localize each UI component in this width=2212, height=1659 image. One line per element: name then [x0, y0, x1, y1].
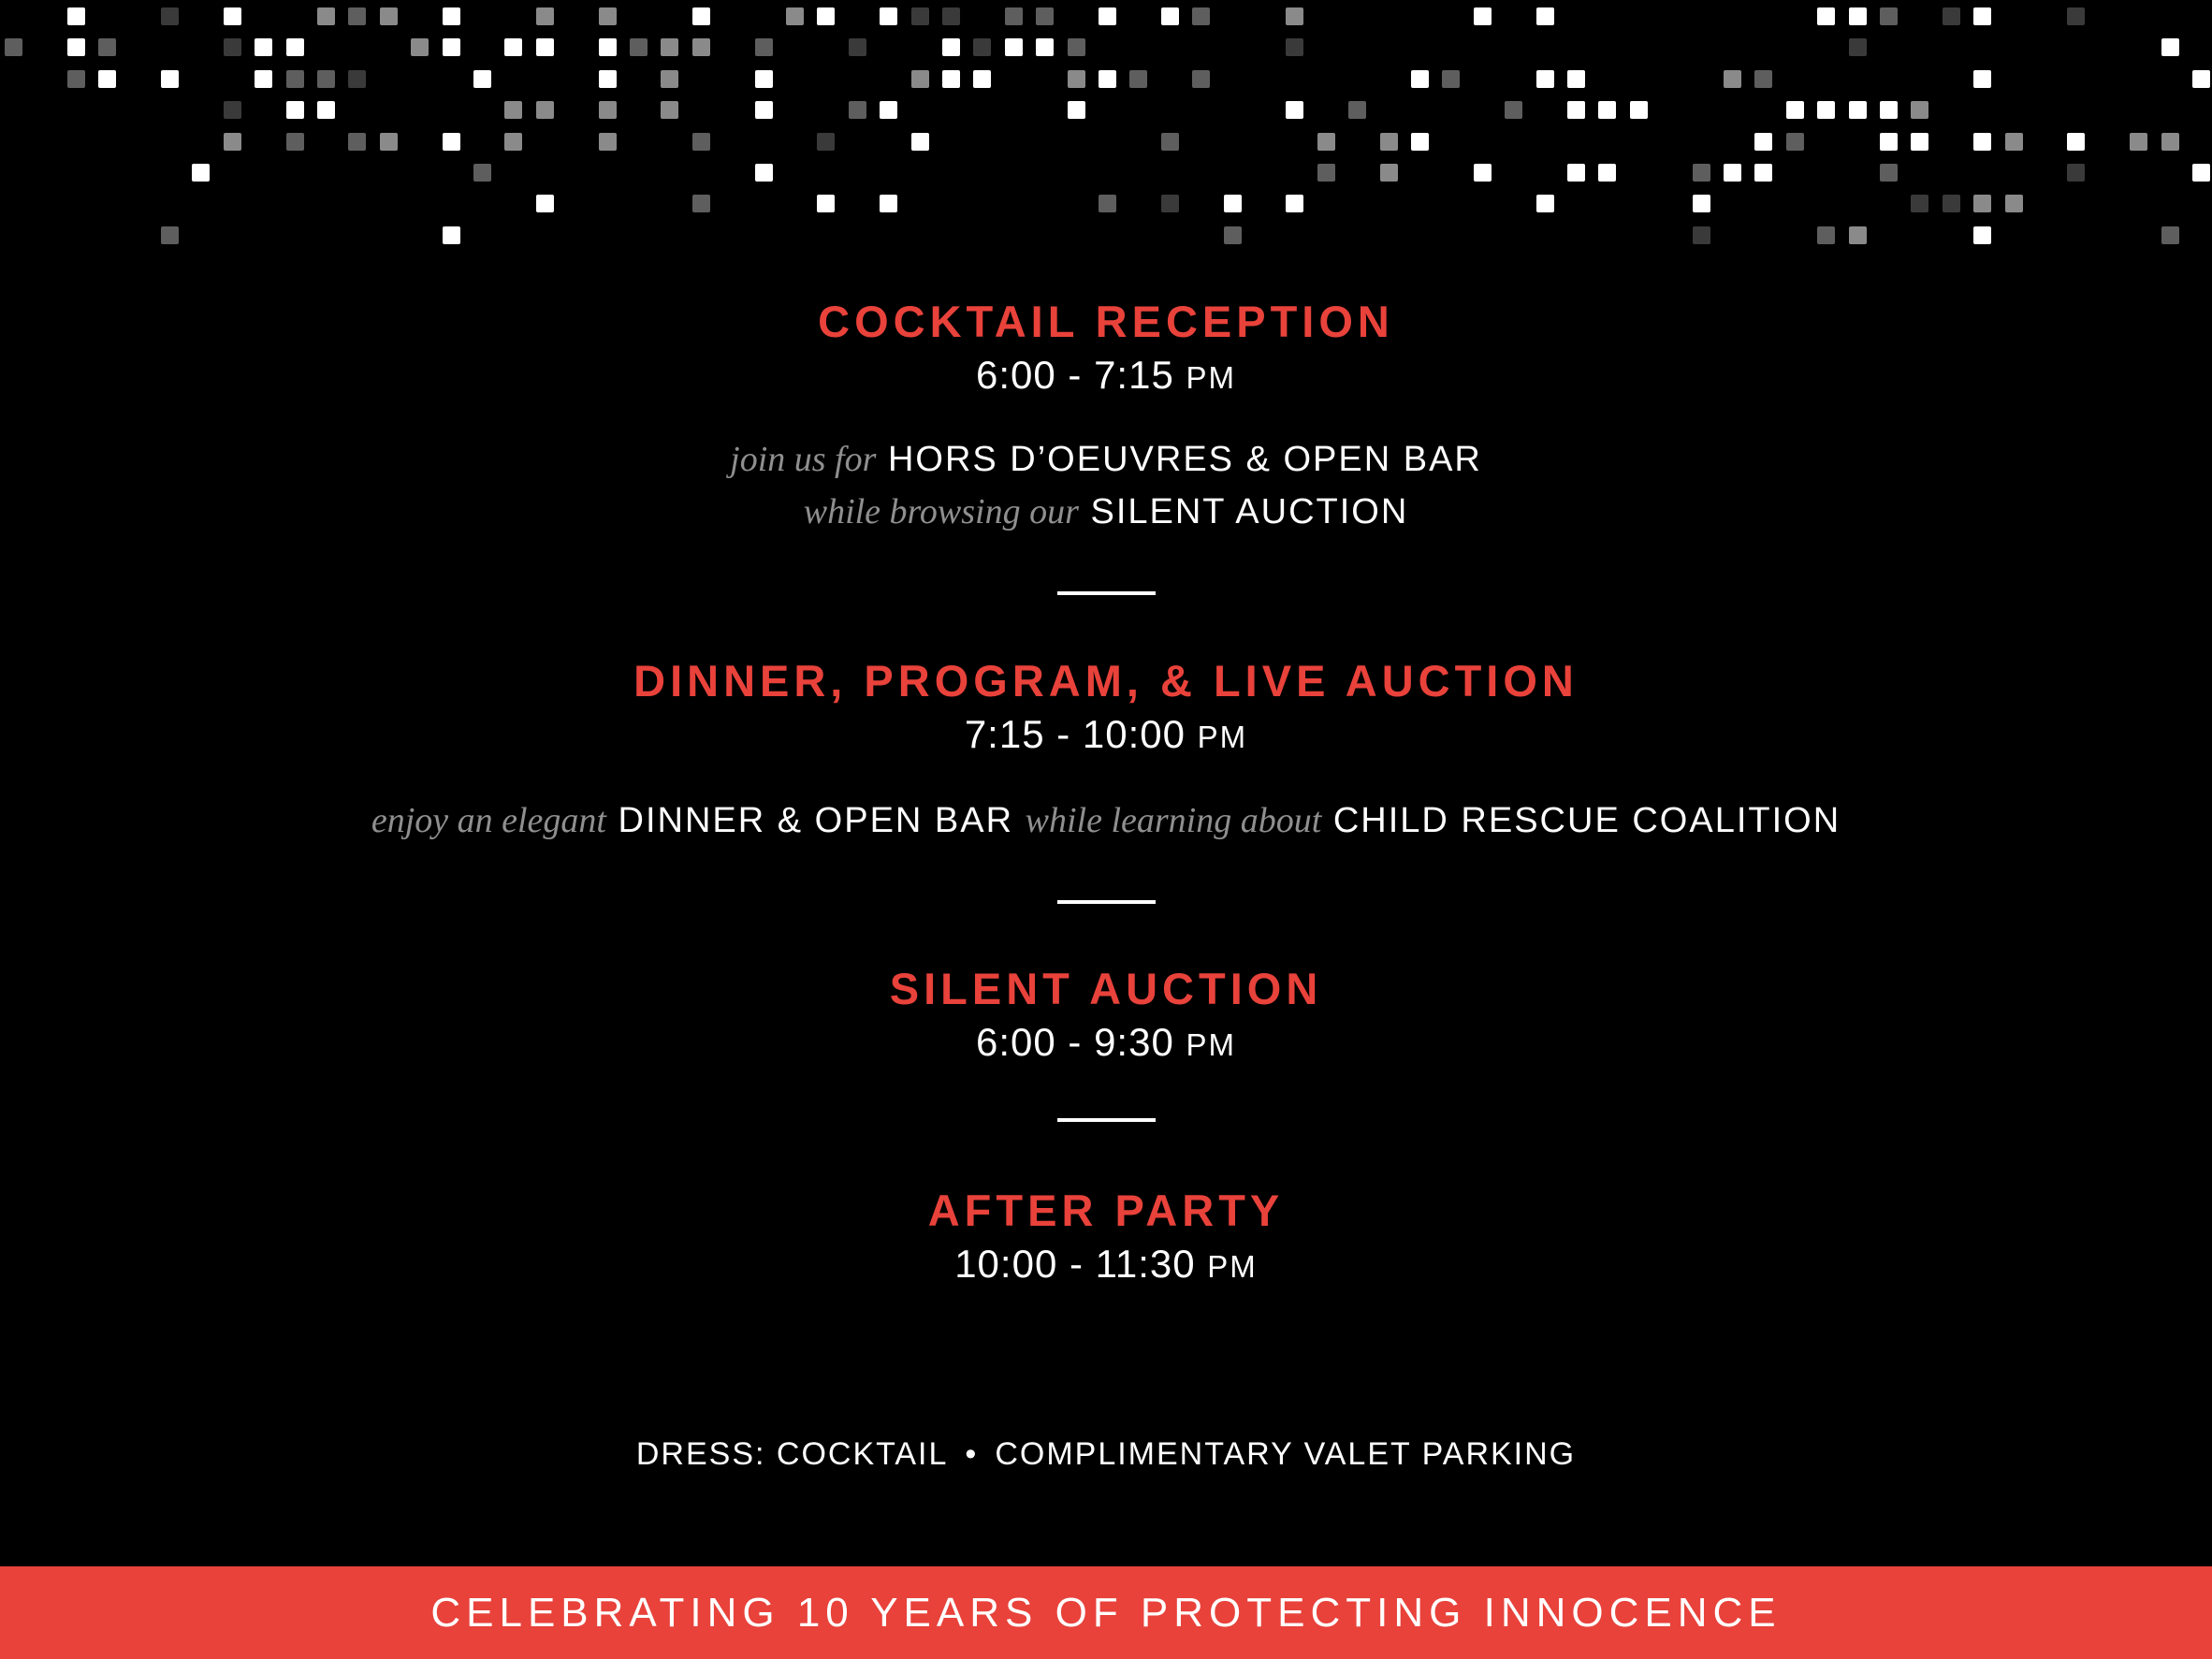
pixel-square	[755, 164, 773, 182]
pixel-square	[224, 38, 241, 56]
pixel-square	[692, 133, 710, 151]
pixel-square	[161, 70, 179, 88]
pixel-square	[1036, 7, 1054, 25]
pixel-square	[1880, 164, 1898, 182]
pixel-square	[1567, 101, 1585, 119]
pixel-square	[286, 101, 304, 119]
pixel-square	[1317, 133, 1335, 151]
pixel-square	[1973, 195, 1991, 212]
pixel-square	[1161, 7, 1179, 25]
pixel-square	[1474, 7, 1492, 25]
script-text: while learning about	[1025, 801, 1322, 840]
pixel-square	[1286, 38, 1303, 56]
pixel-square	[1286, 7, 1303, 25]
divider-rule	[1057, 1118, 1156, 1122]
pixel-square	[1973, 226, 1991, 244]
pixel-square	[2161, 133, 2179, 151]
pixel-square	[348, 70, 366, 88]
script-text: join us for	[730, 440, 877, 479]
pixel-square	[224, 133, 241, 151]
pixel-square	[67, 7, 85, 25]
time-range: 7:15 - 10:00	[964, 712, 1186, 756]
description-text: DINNER & OPEN BAR	[618, 801, 1014, 840]
divider-rule	[1057, 900, 1156, 904]
pixel-square	[286, 70, 304, 88]
pixel-square	[817, 7, 835, 25]
pixel-square	[1693, 164, 1710, 182]
pixel-square	[1724, 164, 1741, 182]
pixel-square	[1005, 7, 1023, 25]
pixel-square	[5, 38, 22, 56]
pixel-square	[286, 38, 304, 56]
anniversary-banner: CELEBRATING 10 YEARS OF PROTECTING INNOCENCE	[0, 1566, 2212, 1659]
script-text: while browsing our	[803, 492, 1079, 531]
pixel-square	[317, 7, 335, 25]
pixel-square	[536, 7, 554, 25]
pixel-square	[1817, 7, 1835, 25]
pixel-square	[1286, 195, 1303, 212]
time-range: 6:00 - 9:30	[976, 1020, 1174, 1064]
pixel-square	[1754, 133, 1772, 151]
pixel-square	[473, 70, 491, 88]
decorative-pixel-pattern	[0, 0, 2212, 253]
pixel-square	[1505, 101, 1522, 119]
pixel-square	[599, 38, 617, 56]
pixel-square	[1567, 164, 1585, 182]
pixel-square	[911, 70, 929, 88]
pixel-square	[1880, 101, 1898, 119]
pixel-square	[599, 7, 617, 25]
pixel-square	[1068, 101, 1085, 119]
pixel-square	[1973, 70, 1991, 88]
pixel-square	[504, 133, 522, 151]
pixel-square	[1442, 70, 1460, 88]
pixel-square	[1129, 70, 1147, 88]
pixel-square	[536, 195, 554, 212]
pixel-square	[67, 38, 85, 56]
pixel-square	[317, 70, 335, 88]
description-text: SILENT AUCTION	[1090, 492, 1409, 531]
pixel-square	[1849, 101, 1867, 119]
pixel-square	[1192, 70, 1210, 88]
pixel-square	[2161, 226, 2179, 244]
pixel-square	[473, 164, 491, 182]
pixel-square	[1380, 164, 1398, 182]
pixel-square	[661, 70, 678, 88]
pixel-square	[1161, 133, 1179, 151]
pixel-square	[973, 70, 991, 88]
pixel-square	[255, 70, 272, 88]
script-text: enjoy an elegant	[371, 801, 606, 840]
pixel-square	[1380, 133, 1398, 151]
pixel-square	[1754, 70, 1772, 88]
pixel-square	[942, 38, 960, 56]
event-title-cocktail-reception: COCKTAIL RECEPTION	[818, 297, 1394, 346]
pixel-square	[755, 101, 773, 119]
pixel-square	[1005, 38, 1023, 56]
pixel-square	[817, 195, 835, 212]
pixel-square	[630, 38, 648, 56]
pixel-square	[1567, 70, 1585, 88]
pixel-square	[1224, 195, 1242, 212]
pixel-square	[692, 7, 710, 25]
pixel-square	[1754, 164, 1772, 182]
pixel-square	[942, 7, 960, 25]
pixel-square	[599, 70, 617, 88]
bullet-separator: •	[965, 1436, 979, 1472]
event-time-dinner-program-live-auction	[0, 712, 2212, 756]
pixel-square	[98, 70, 116, 88]
pixel-square	[443, 133, 460, 151]
pixel-square	[599, 101, 617, 119]
divider-rule	[1057, 591, 1156, 595]
pixel-square	[599, 133, 617, 151]
pixel-square	[849, 101, 866, 119]
pixel-square	[2005, 195, 2023, 212]
pixel-square	[1068, 38, 1085, 56]
event-info-line	[0, 1438, 2212, 1470]
pixel-square	[911, 7, 929, 25]
pixel-square	[1536, 7, 1554, 25]
pixel-square	[1224, 226, 1242, 244]
pixel-square	[1786, 133, 1804, 151]
pixel-square	[2067, 133, 2085, 151]
pixel-square	[1598, 101, 1616, 119]
time-ampm: PM	[1186, 1027, 1236, 1062]
event-title-after-party: AFTER PARTY	[927, 1186, 1285, 1235]
pixel-square	[161, 226, 179, 244]
pixel-square	[880, 101, 897, 119]
pixel-square	[98, 38, 116, 56]
pixel-square	[1348, 101, 1366, 119]
pixel-square	[1536, 195, 1554, 212]
pixel-square	[255, 38, 272, 56]
pixel-square	[1536, 70, 1554, 88]
pixel-square	[1036, 38, 1054, 56]
pixel-square	[192, 164, 210, 182]
pixel-square	[1817, 226, 1835, 244]
pixel-square	[504, 101, 522, 119]
pixel-square	[1099, 70, 1116, 88]
pixel-square	[1943, 7, 1960, 25]
pixel-square	[661, 101, 678, 119]
pixel-square	[161, 7, 179, 25]
pixel-square	[348, 7, 366, 25]
pixel-square	[411, 38, 429, 56]
pixel-square	[1943, 195, 1960, 212]
pixel-square	[755, 38, 773, 56]
pixel-square	[1598, 164, 1616, 182]
event-description-line	[0, 803, 2212, 838]
pixel-square	[286, 133, 304, 151]
pixel-square	[692, 38, 710, 56]
pixel-square	[1911, 195, 1928, 212]
pixel-square	[755, 70, 773, 88]
pixel-square	[1786, 101, 1804, 119]
pixel-square	[1880, 7, 1898, 25]
pixel-square	[1286, 101, 1303, 119]
pixel-square	[504, 38, 522, 56]
pixel-square	[2005, 133, 2023, 151]
time-ampm: PM	[1197, 720, 1248, 754]
pixel-square	[348, 133, 366, 151]
time-range: 10:00 - 11:30	[954, 1242, 1196, 1286]
pixel-square	[1973, 133, 1991, 151]
time-ampm: PM	[1186, 360, 1236, 395]
pixel-square	[1973, 7, 1991, 25]
pixel-square	[380, 7, 398, 25]
pixel-square	[536, 38, 554, 56]
dress-code: DRESS: COCKTAIL	[635, 1436, 949, 1472]
pixel-square	[2192, 70, 2210, 88]
pixel-square	[1817, 101, 1835, 119]
pixel-square	[942, 70, 960, 88]
event-time-after-party	[0, 1244, 2212, 1284]
description-text: HORS D’OEUVRES & OPEN BAR	[887, 440, 1482, 479]
pixel-square	[880, 195, 897, 212]
event-title-silent-auction: SILENT AUCTION	[889, 964, 1323, 1013]
description-text: CHILD RESCUE COALITION	[1332, 801, 1841, 840]
pixel-square	[67, 70, 85, 88]
pixel-square	[2067, 7, 2085, 25]
pixel-square	[1099, 195, 1116, 212]
parking-info: COMPLIMENTARY VALET PARKING	[995, 1436, 1577, 1472]
pixel-square	[1192, 7, 1210, 25]
pixel-square	[692, 195, 710, 212]
pixel-square	[1849, 7, 1867, 25]
event-time-silent-auction	[0, 1020, 2212, 1064]
pixel-square	[1911, 133, 1928, 151]
event-title-dinner-program-live-auction: DINNER, PROGRAM, & LIVE AUCTION	[633, 656, 1579, 706]
pixel-square	[911, 133, 929, 151]
pixel-square	[2067, 164, 2085, 182]
pixel-square	[973, 38, 991, 56]
pixel-square	[443, 226, 460, 244]
pixel-square	[1068, 70, 1085, 88]
pixel-square	[1317, 164, 1335, 182]
pixel-square	[224, 101, 241, 119]
event-description-line	[0, 494, 2212, 530]
pixel-square	[661, 38, 678, 56]
pixel-square	[880, 7, 897, 25]
pixel-square	[1474, 164, 1492, 182]
pixel-square	[380, 133, 398, 151]
pixel-square	[1849, 38, 1867, 56]
pixel-square	[1411, 70, 1429, 88]
pixel-square	[1849, 226, 1867, 244]
pixel-square	[2161, 38, 2179, 56]
pixel-square	[443, 38, 460, 56]
event-time-cocktail-reception	[0, 353, 2212, 397]
pixel-square	[1411, 133, 1429, 151]
pixel-square	[817, 133, 835, 151]
pixel-square	[1911, 101, 1928, 119]
pixel-square	[224, 7, 241, 25]
pixel-square	[536, 101, 554, 119]
pixel-square	[2192, 164, 2210, 182]
time-ampm: PM	[1207, 1249, 1258, 1284]
pixel-square	[1880, 133, 1898, 151]
pixel-square	[1693, 195, 1710, 212]
event-description-line	[0, 442, 2212, 477]
time-range: 6:00 - 7:15	[976, 353, 1174, 397]
pixel-square	[1161, 195, 1179, 212]
pixel-square	[1630, 101, 1648, 119]
pixel-square	[786, 7, 804, 25]
pixel-square	[1693, 226, 1710, 244]
pixel-square	[1724, 70, 1741, 88]
pixel-square	[443, 7, 460, 25]
pixel-square	[2130, 133, 2147, 151]
pixel-square	[1099, 7, 1116, 25]
pixel-square	[317, 101, 335, 119]
pixel-square	[849, 38, 866, 56]
